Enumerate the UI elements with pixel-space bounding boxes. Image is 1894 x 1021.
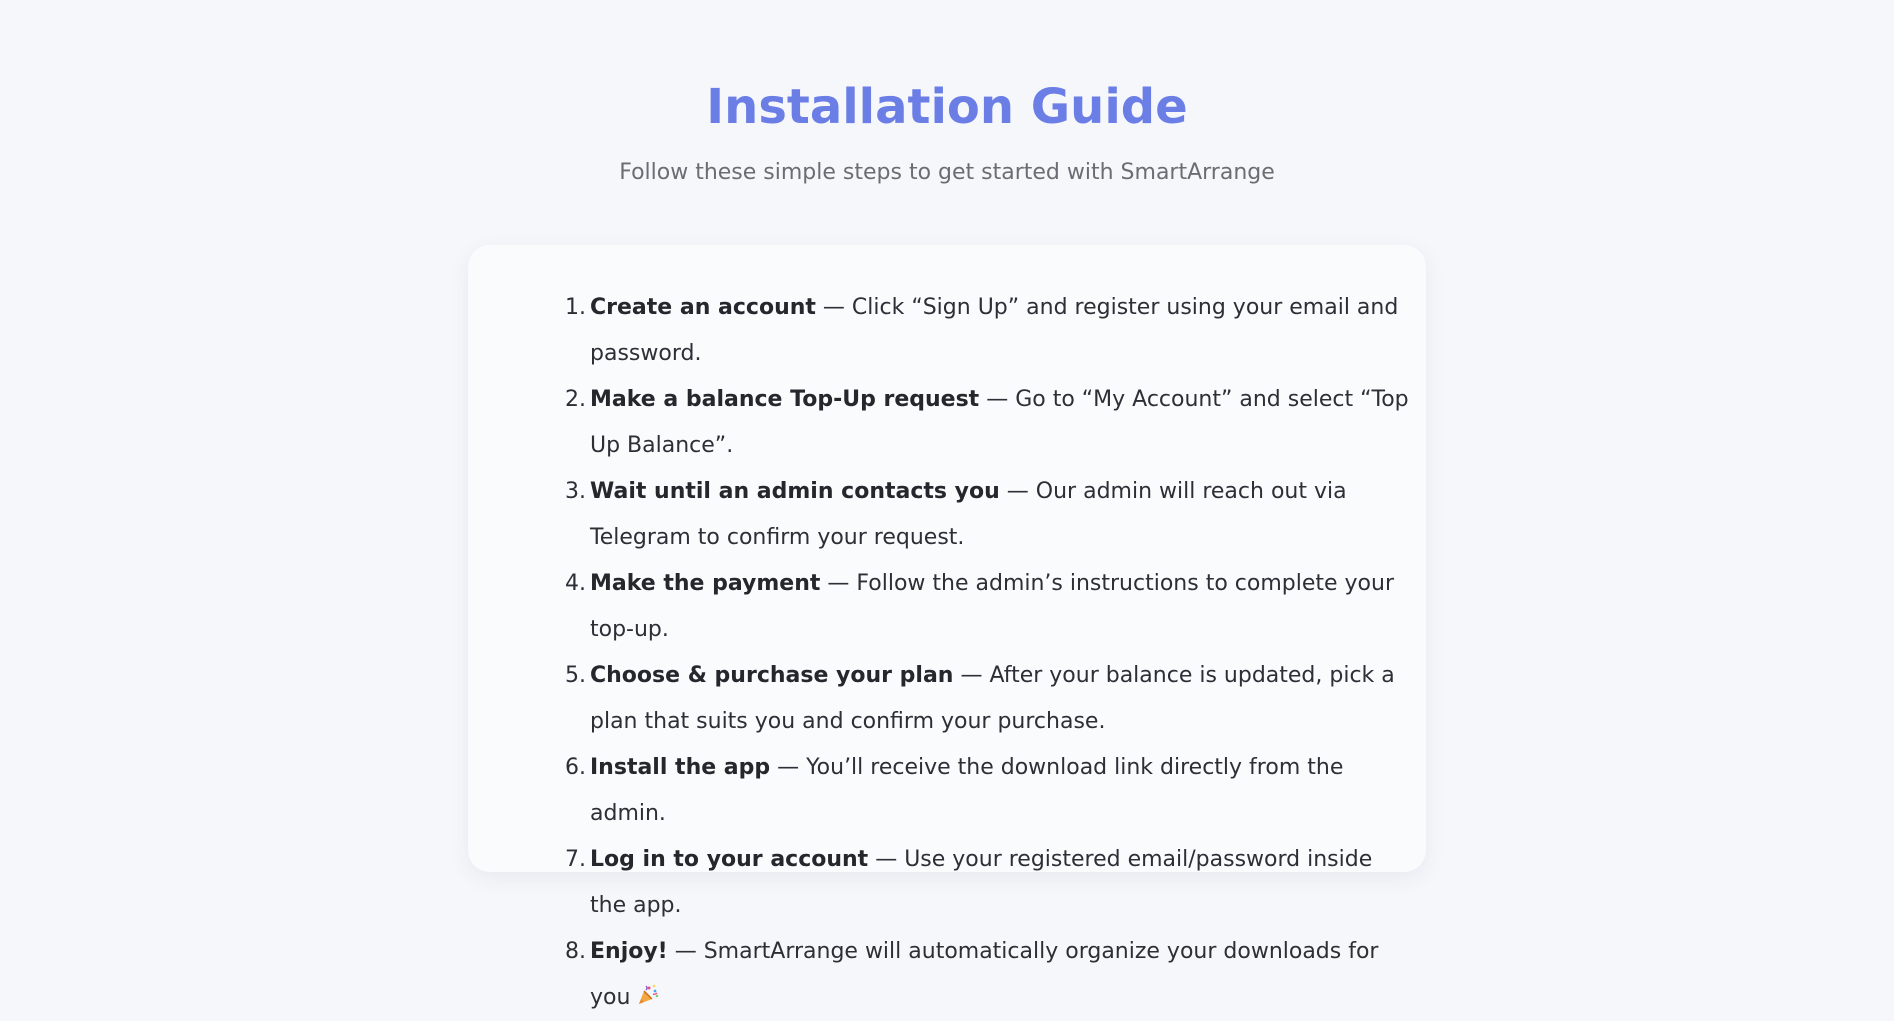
step-item bbox=[532, 653, 1412, 745]
step-item bbox=[532, 469, 1412, 561]
step-title: Choose & purchase your plan bbox=[590, 663, 954, 688]
step-description: — Click “Sign Up” and register using your email and password. bbox=[590, 295, 1399, 366]
step-title: Make the payment bbox=[590, 571, 821, 596]
step-description: — Use your registered email/password inside the app. bbox=[590, 847, 1373, 918]
step-item bbox=[532, 561, 1412, 653]
step-number: 1. bbox=[565, 295, 586, 320]
page-subtitle: Follow these simple steps to get started with SmartArrange bbox=[619, 160, 1275, 185]
step-item bbox=[532, 837, 1412, 929]
step-title: Wait until an admin contacts you bbox=[590, 479, 1000, 504]
step-description: — You’ll receive the download link directly from the admin. bbox=[590, 755, 1344, 826]
step-item bbox=[532, 285, 1412, 377]
page-title: Installation Guide bbox=[706, 79, 1188, 135]
step-item bbox=[532, 377, 1412, 469]
step-item bbox=[532, 929, 1412, 1021]
step-description: — After your balance is updated, pick a plan that suits you and confirm your purchase. bbox=[590, 663, 1395, 734]
step-number: 3. bbox=[565, 479, 586, 504]
steps-list bbox=[532, 285, 1412, 1021]
step-number: 4. bbox=[565, 571, 586, 596]
step-number: 7. bbox=[565, 847, 586, 872]
step-description: — Follow the admin’s instructions to complete your top-up. bbox=[590, 571, 1394, 642]
step-description: — Go to “My Account” and select “Top Up Balance”. bbox=[590, 387, 1409, 458]
step-number: 5. bbox=[565, 663, 586, 688]
steps-card bbox=[468, 245, 1426, 1010]
step-number: 8. bbox=[565, 939, 586, 964]
step-item bbox=[532, 745, 1412, 837]
step-title: Enjoy! bbox=[590, 939, 668, 964]
step-number: 2. bbox=[565, 387, 586, 412]
party-popper-icon bbox=[636, 983, 660, 1007]
step-title: Create an account bbox=[590, 295, 816, 320]
step-description: — Our admin will reach out via Telegram to confirm your request. bbox=[590, 479, 1347, 550]
step-title: Make a balance Top-Up request bbox=[590, 387, 980, 412]
step-title: Log in to your account bbox=[590, 847, 869, 872]
step-description: — SmartArrange will automatically organize your downloads for you bbox=[590, 939, 1379, 1010]
step-title: Install the app bbox=[590, 755, 771, 780]
step-number: 6. bbox=[565, 755, 586, 780]
